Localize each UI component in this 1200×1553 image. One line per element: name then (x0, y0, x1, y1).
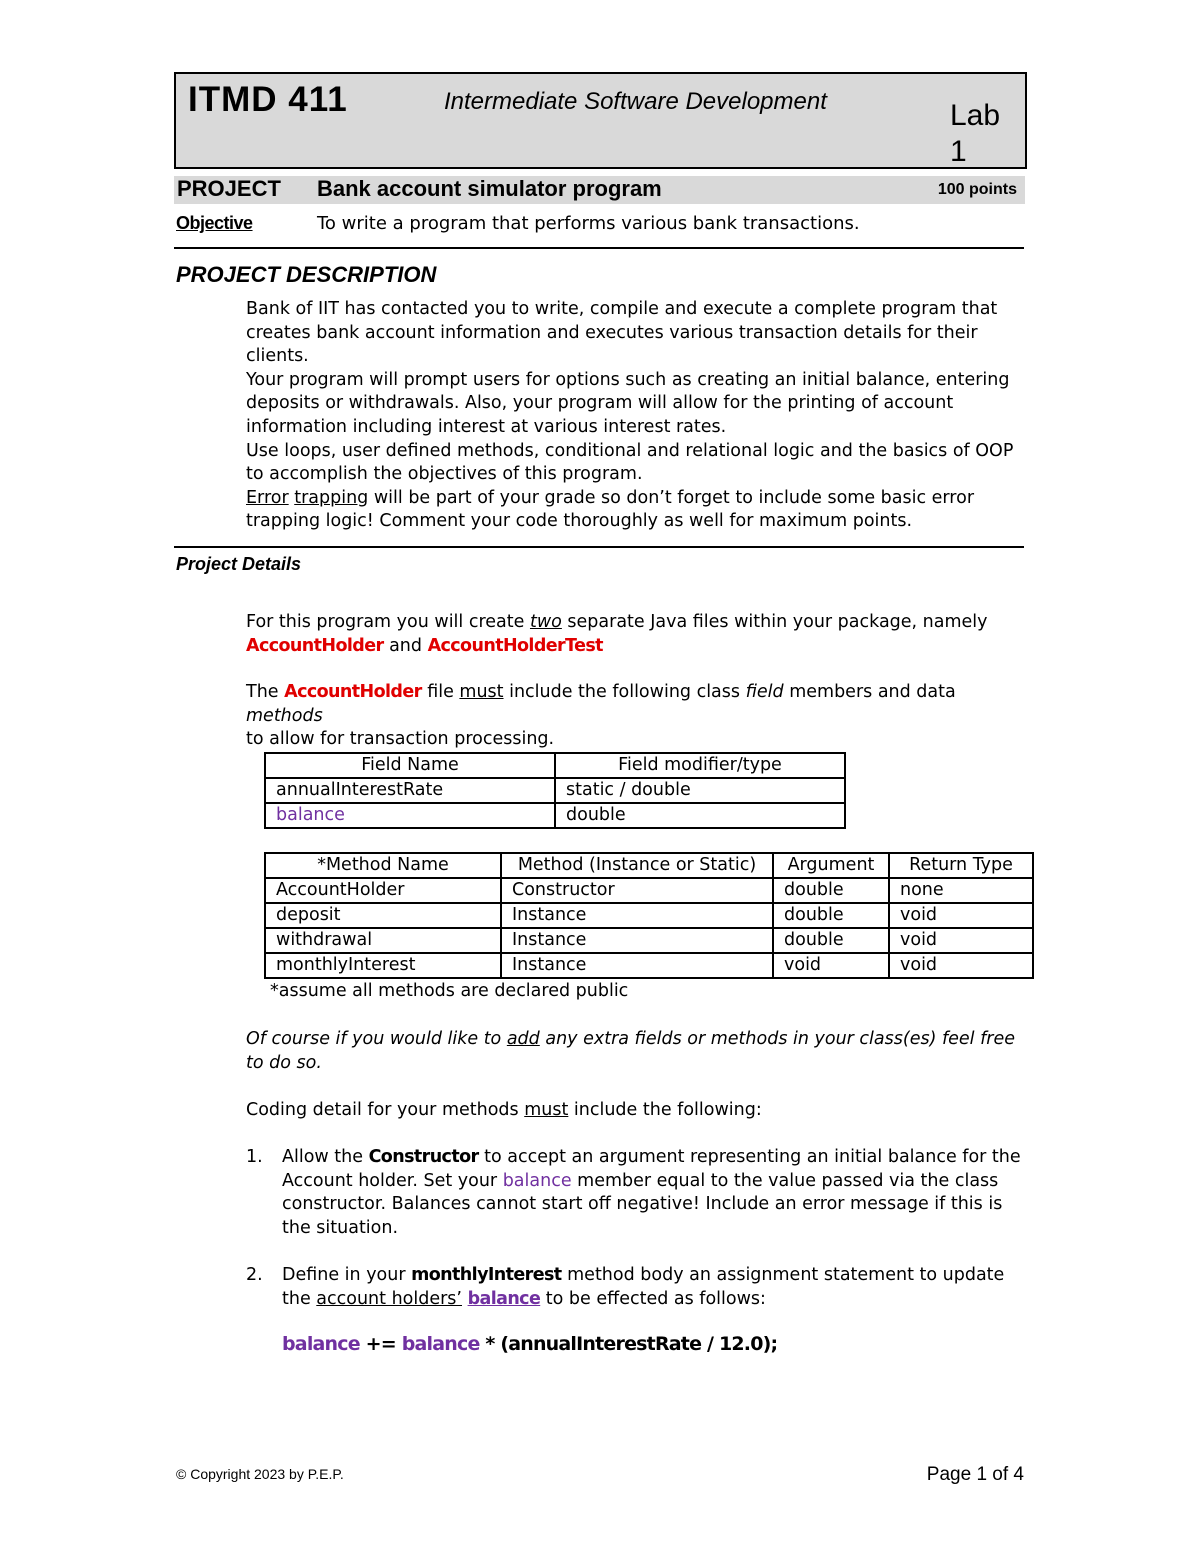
project-bar (174, 176, 1025, 204)
field-name-balance: balance (467, 1288, 541, 1309)
text-run: Of course if you would like to (246, 1029, 507, 1049)
table-cell: void (889, 928, 1033, 953)
table-cell: double (773, 903, 889, 928)
table-row (265, 778, 845, 803)
text-run: to be effected as follows: (540, 1288, 766, 1309)
footer-copyright: © Copyright 2023 by P.E.P. (176, 1466, 344, 1482)
course-name: Intermediate Software Development (444, 88, 827, 115)
text-run: include the following class (503, 682, 746, 702)
list-number: 2. (246, 1265, 263, 1285)
table-cell: double (555, 803, 845, 828)
table-cell: void (773, 953, 889, 978)
bold-text: monthlyInterest (411, 1265, 562, 1285)
table-row (265, 878, 1033, 903)
text-run: include the following: (568, 1100, 762, 1120)
objective-text: To write a program that performs various bank transactions. (317, 213, 860, 234)
italic-text: field (745, 682, 784, 702)
text-run: file (421, 682, 460, 702)
underlined-text: trapping (294, 487, 369, 508)
divider (174, 247, 1024, 249)
text-run: Allow the (282, 1147, 369, 1167)
table-header: Argument (773, 853, 889, 878)
table-cell: double (773, 878, 889, 903)
code-statement (282, 1333, 777, 1355)
field-name-balance: balance (502, 1170, 572, 1191)
divider (174, 546, 1024, 548)
table-cell: withdrawal (265, 928, 501, 953)
lab-label: Lab 1 (950, 99, 1001, 168)
table-cell: static / double (555, 778, 845, 803)
list-item-body (282, 1146, 1026, 1240)
list-item-body (282, 1264, 1026, 1311)
text-run: Define in your (282, 1265, 412, 1285)
text-run: For this program you will create (246, 612, 530, 632)
table-cell: monthlyInterest (265, 953, 501, 978)
table-cell: balance (265, 803, 555, 828)
table-header: Field modifier/type (555, 753, 845, 778)
table-cell: Instance (501, 903, 773, 928)
underlined-text: account holders’ (316, 1288, 462, 1309)
list-number: 1. (246, 1147, 263, 1167)
project-points: 100 points (937, 181, 1017, 198)
project-label: PROJECT (177, 176, 281, 201)
description-paragraph: Your program will prompt users for options such as creating an initial balance, entering deposits or withdrawals. Also, your program will allow for the printing of account information including interest at various interest rates. (246, 369, 1010, 437)
details-fields-intro (246, 681, 1036, 752)
table-row (265, 928, 1033, 953)
table-header-row (265, 853, 1033, 878)
text-run: method body an assignment statement to update the (282, 1265, 1005, 1309)
code-variable: balance (282, 1333, 360, 1355)
class-name-account-holder-test: AccountHolderTest (427, 635, 603, 656)
text-run: and (383, 635, 428, 656)
italic-text: methods (246, 705, 323, 726)
project-description (246, 298, 1016, 534)
methods-note: *assume all methods are declared public (270, 981, 629, 1001)
text-run: to allow for transaction processing. (246, 729, 555, 750)
class-name-account-holder: AccountHolder (284, 682, 422, 702)
underlined-text: two (529, 612, 562, 632)
project-title: Bank account simulator program (317, 176, 662, 201)
table-cell: double (773, 928, 889, 953)
details-intro (246, 611, 1036, 658)
table-header-row (265, 753, 845, 778)
table-cell: deposit (265, 903, 501, 928)
code-variable: balance (401, 1333, 480, 1355)
table-header: Method (Instance or Static) (501, 853, 773, 878)
section-title-details: Project Details (176, 554, 302, 574)
course-code: ITMD 411 (188, 80, 348, 119)
underlined-text: must (524, 1100, 569, 1120)
header-box (174, 72, 1027, 169)
table-row (265, 953, 1033, 978)
text-run: Coding detail for your methods (246, 1100, 525, 1120)
extra-fields-note (246, 1028, 1036, 1075)
text-run: to accept an argument representing an initial balance for the Account holder. Set your (282, 1147, 1021, 1191)
underlined-text: Error (246, 487, 289, 508)
text-run: The (246, 682, 285, 702)
table-row (265, 803, 845, 828)
table-cell: void (889, 903, 1033, 928)
fields-table (264, 752, 846, 829)
text-run: members and data (783, 682, 956, 702)
section-title-description: PROJECT DESCRIPTION (176, 262, 437, 287)
table-cell: Instance (501, 928, 773, 953)
table-header: Field Name (265, 753, 555, 778)
table-cell: annualInterestRate (265, 778, 555, 803)
code-expression: * (annualInterestRate / 12.0); (479, 1333, 778, 1355)
table-header: *Method Name (265, 853, 501, 878)
table-row (265, 903, 1033, 928)
coding-detail-intro (246, 1099, 1036, 1123)
text-run: any extra fields or methods in your class(es) feel free to do so. (246, 1029, 1015, 1073)
text-run: will be part of your grade so don’t forget to include some basic error trapping logic! Comment your code thoroughly as well for maximum points. (246, 487, 975, 532)
objective-label: Objective (176, 213, 253, 233)
table-cell: void (889, 953, 1033, 978)
code-operator: += (359, 1333, 402, 1355)
table-cell: Instance (501, 953, 773, 978)
table-cell: Constructor (501, 878, 773, 903)
description-paragraph: Use loops, user defined methods, conditional and relational logic and the basics of OOP to accomplish the objectives of this program. (246, 440, 1014, 485)
text-run: member equal to the value passed via the class constructor. Balances cannot start off negative! Include an error message if this is the situation. (282, 1170, 1003, 1238)
table-header: Return Type (889, 853, 1033, 878)
underlined-text: add (506, 1029, 540, 1049)
table-cell: AccountHolder (265, 878, 501, 903)
description-paragraph (246, 487, 1016, 534)
text-run: separate Java files within your package, namely (561, 612, 988, 632)
footer-page-number: Page 1 of 4 (926, 1464, 1024, 1485)
class-name-account-holder: AccountHolder (246, 635, 384, 656)
methods-table (264, 852, 1034, 979)
description-paragraph: Bank of IIT has contacted you to write, compile and execute a complete program that creates bank account information and executes various transaction details for their clients. (246, 299, 998, 367)
table-cell: none (889, 878, 1033, 903)
bold-text: Constructor (368, 1147, 479, 1167)
underlined-text: must (459, 682, 504, 702)
